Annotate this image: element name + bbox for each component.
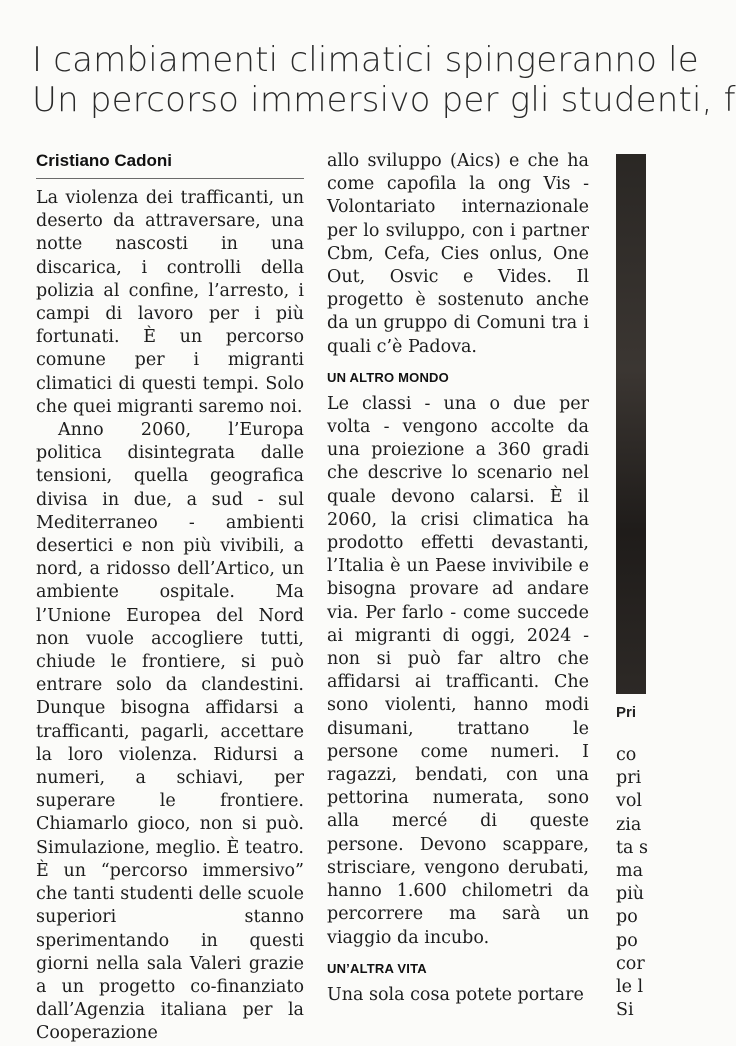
paragraph-classes: Le classi - una o due per volta - vengono accolte da una proiezione a 360 gradi che descrive lo scenario nel quale devono calarsi. È il 2060, la crisi climatica ha prodotto effetti devastanti, l’Italia è un Paese invivibile e bisogna provare ad andare via. Per farlo - come succede ai migranti di oggi, 2024 - non si può far altro che affidarsi ai trafficanti. Che sono violenti, hanno modi disumani, trattano le persone come numeri. I ragazzi, bendati, con una pettorina numerata, sono alla mercé di queste persone. Devono scappare, strisciare, vengono derubati, hanno 1.600 chilometri da percorrere ma sarà un viaggio da incubo. bbox=[327, 393, 589, 948]
column-3-line: co bbox=[616, 745, 637, 765]
article-column-3-fragments bbox=[616, 744, 649, 1022]
column-3-line: le l bbox=[616, 977, 644, 998]
article-column-2 bbox=[327, 150, 589, 1007]
section-heading-un-altra-vita: UN’ALTRA VITA bbox=[327, 960, 427, 976]
paragraph-project: allo sviluppo (Aics) e che ha come capofila la ong Vis - Volontariato internazionale per lo sviluppo, con i partner Cbm, Cefa, Cies onlus, One Out, Osvic e Vides. Il progetto è sostenuto anche da un gruppo di Comuni tra i quali c’è Padova. bbox=[327, 151, 589, 357]
column-3-line: più bbox=[616, 884, 645, 905]
paragraph-one-thing: Una sola cosa potete portare bbox=[327, 984, 584, 1005]
column-3-line: vol bbox=[616, 791, 643, 812]
column-3-line: zia bbox=[616, 814, 642, 835]
headline-line-1: I cambiamenti climatici spingeranno le bbox=[32, 40, 699, 80]
column-3-line: po bbox=[616, 930, 638, 951]
byline: Cristiano Cadoni bbox=[36, 150, 304, 179]
paragraph-2060: Anno 2060, l’Europa politica disintegrata dalle tensioni, quella geografica divisa in due, a sud - sul Mediterraneo - ambienti desertici e non più vivibili, a nord, a ridosso dell’Artico, un ambiente ospitale. Ma l’Unione Europea del Nord non vuole accogliere tutti, chiude le frontiere, si può entrare solo da clandestini. Dunque bisogna affidarsi a trafficanti, pagarli, accettare la loro violenza. Ridursi a numeri, a schiavi, per superare le frontiere. Chiamarlo gioco, non si può. Simulazione, meglio. È teatro. È un “percorso immersivo” che tanti studenti delle scuole superiori stanno sperimentando in questi giorni nella sala Valeri grazie a un progetto co-finanziato dall’Agenzia italiana per la Cooperazione bbox=[36, 420, 304, 1044]
column-3-line: ma bbox=[616, 861, 644, 882]
article-column-1 bbox=[36, 150, 304, 1046]
headline-line-2: Un percorso immersivo per gli studenti, f bbox=[32, 80, 736, 120]
column-3-line: po bbox=[616, 907, 638, 928]
column-3-line: Si bbox=[616, 1000, 634, 1021]
column-3-line: pri bbox=[616, 768, 642, 789]
headline bbox=[32, 40, 736, 120]
column-3-line: ta s bbox=[616, 837, 649, 858]
article-photo bbox=[616, 154, 646, 694]
photo-caption: Pri bbox=[616, 704, 637, 721]
column-3-line: cor bbox=[616, 953, 645, 974]
section-heading-un-altro-mondo: UN ALTRO MONDO bbox=[327, 369, 449, 385]
paragraph-intro: La violenza dei trafficanti, un deserto da attraversare, una notte nascosti in una discarica, i controlli della polizia al confine, l’arresto, i campi di lavoro per i più fortunati. È un percorso comune per i migranti climatici di questi tempi. Solo che quei migranti saremo noi. bbox=[36, 188, 304, 417]
